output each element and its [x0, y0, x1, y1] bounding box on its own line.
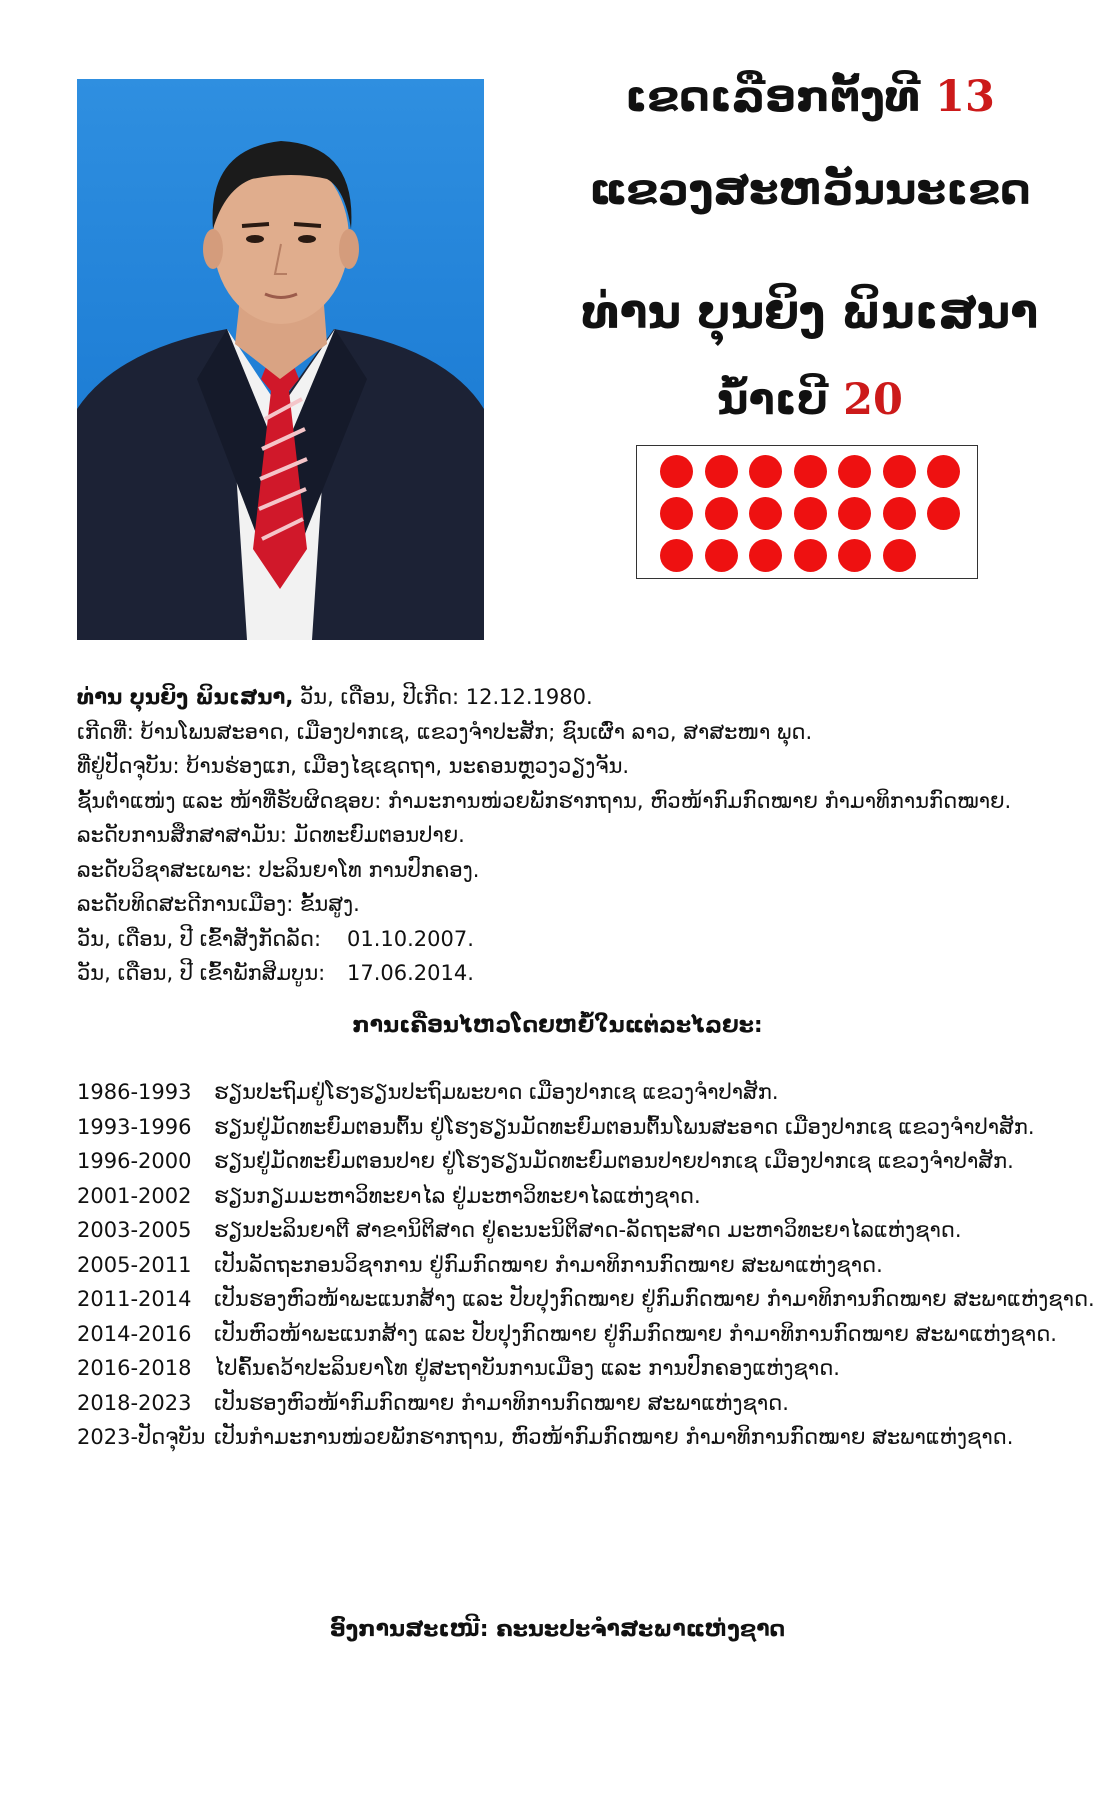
timeline-years: 2023-ປັດຈຸບັນ	[77, 1425, 206, 1449]
bio-general-education: ລະດັບການສຶກສາສາມັນ: ມັດທະຍົມຕອນປາຍ.	[77, 823, 465, 847]
bio-political-theory: ລະດັບທິດສະດີການເມືອງ: ຂັ້ນສູງ.	[77, 892, 360, 916]
timeline-years: 1986-1993	[77, 1080, 192, 1104]
timeline-description: ຮຽນຢູ່ມັດທະຍົມຕອນຕົ້ນ ຢູ່ໂຮງຮຽນມັດທະຍົມຕອນຕົ້ນໂພນສະອາດ ເມືອງປາກເຊ ແຂວງຈໍາປາສັກ.	[214, 1114, 1035, 1139]
timeline-years: 1993-1996	[77, 1114, 192, 1139]
bio-dob: ວັນ, ເດືອນ, ປີເກີດ: 12.12.1980.	[293, 685, 593, 709]
bio-line-name-dob	[77, 680, 1077, 715]
timeline-years: 2003-2005	[77, 1218, 192, 1242]
timeline-description: ເປັນກໍາມະການໜ່ວຍພັກຮາກຖານ, ຫົວໜ້າກົມກົດໝາຍ ກໍາມາທິການກົດໝາຍ ສະພາແຫ່ງຊາດ.	[214, 1425, 1014, 1449]
constituency-label: ເຂດເລືອກຕັ້ງທີ	[625, 72, 921, 122]
ballot-dot	[749, 497, 782, 530]
timeline-row	[77, 1075, 1097, 1110]
bio-party-value: 17.06.2014.	[347, 961, 474, 985]
ballot-dot	[749, 455, 782, 488]
timeline-row	[77, 1282, 1097, 1317]
timeline-years: 2014-2016	[77, 1321, 192, 1346]
ballot-dot	[749, 539, 782, 572]
bio-name: ທ່ານ ບຸນຍິງ ພິນເສນາ,	[77, 685, 294, 709]
timeline-years: 2001-2002	[77, 1183, 192, 1208]
timeline-row	[77, 1386, 1097, 1421]
ballot-dot	[838, 497, 871, 530]
career-timeline	[77, 1075, 1097, 1455]
timeline-years: 1996-2000	[77, 1149, 192, 1173]
timeline-years: 2018-2023	[77, 1390, 192, 1415]
ballot-dot	[705, 539, 738, 572]
ballot-dot	[883, 497, 916, 530]
bio-specialization: ລະດັບວິຊາສະເພາະ: ປະລິນຍາໂທ ການປົກຄອງ.	[77, 857, 480, 882]
constituency-heading	[560, 72, 1060, 122]
timeline-description: ຮຽນປະລິນຍາຕີ ສາຂານິຕິສາດ ຢູ່ຄະນະນິຕິສາດ-ລັດຖະສາດ ມະຫາວິທະຍາໄລແຫ່ງຊາດ.	[214, 1218, 962, 1242]
ballot-dot	[705, 455, 738, 488]
ballot-dot	[838, 539, 871, 572]
province-heading: ແຂວງສະຫວັນນະເຂດ	[589, 165, 1031, 215]
bio-civil-service-label: ວັນ, ເດືອນ, ປີ ເຂົ້າສັງກັດລັດ:	[77, 926, 322, 951]
ballot-dot	[838, 455, 871, 488]
timeline-row	[77, 1144, 1097, 1179]
candidate-name-heading: ທ່ານ ບຸນຍິງ ພິນເສນາ	[581, 285, 1039, 339]
timeline-row	[77, 1351, 1097, 1386]
candidate-photo	[77, 79, 484, 640]
timeline-row	[77, 1420, 1097, 1455]
ballot-dot	[794, 539, 827, 572]
ballot-dot	[660, 539, 693, 572]
timeline-description: ຮຽນຢູ່ມັດທະຍົມຕອນປາຍ ຢູ່ໂຮງຮຽນມັດທະຍົມຕອນປາຍປາກເຊ ເມືອງປາກເຊ ແຂວງຈໍາປາສັກ.	[214, 1149, 1014, 1173]
timeline-description: ເປັນຮອງຫົວໜ້າພະແນກສ້າງ ແລະ ປັບປຸງກົດໝາຍ ຢູ່ກົມກົດໝາຍ ກໍາມາທິການກົດໝາຍ ສະພາແຫ່ງຊາດ.	[214, 1287, 1095, 1311]
bio-party-label: ວັນ, ເດືອນ, ປີ ເຂົ້າພັກສິມບູນ:	[77, 961, 326, 985]
ballot-dot	[883, 539, 916, 572]
timeline-row	[77, 1248, 1097, 1283]
bio-civil-service-value: 01.10.2007.	[347, 926, 474, 951]
timeline-years: 2011-2014	[77, 1287, 192, 1311]
ballot-dot	[794, 455, 827, 488]
ballot-dot	[660, 455, 693, 488]
nominating-body: ອົງການສະເໜີ: ຄະນະປະຈໍາສະພາແຫ່ງຊາດ	[329, 1617, 786, 1642]
ballot-dot	[927, 497, 960, 530]
constituency-number: 13	[935, 72, 995, 122]
bio-civil-service-date	[77, 922, 1077, 957]
ballot-dots-box	[636, 445, 978, 579]
timeline-description: ໄປຄົ້ນຄວ້າປະລິນຍາໂທ ຢູ່ສະຖາບັນການເມືອງ ແລະ ການປົກຄອງແຫ່ງຊາດ.	[214, 1356, 840, 1380]
timeline-description: ເປັນຮອງຫົວໜ້າກົມກົດໝາຍ ກໍາມາທິການກົດໝາຍ ສະພາແຫ່ງຊາດ.	[214, 1390, 789, 1415]
ballot-dot	[705, 497, 738, 530]
ballot-dot	[660, 497, 693, 530]
ballot-number-value: 20	[843, 375, 903, 425]
ballot-dot	[883, 455, 916, 488]
timeline-title: ການເຄື່ອນໄຫວໂດຍຫຍໍ້ໃນແຕ່ລະໄລຍະ:	[352, 1013, 763, 1038]
ballot-number-label: ນໍ້າເບີ	[717, 375, 829, 425]
ballot-dot	[794, 497, 827, 530]
timeline-row	[77, 1179, 1097, 1214]
candidate-portrait-illustration	[77, 79, 484, 640]
timeline-description: ຮຽນປະຖົມຢູ່ໂຮງຮຽນປະຖົມພະບາດ ເມືອງປາກເຊ ແຂວງຈໍາປາສັກ.	[214, 1080, 779, 1104]
ballot-dot	[927, 455, 960, 488]
timeline-description: ຮຽນກຽມມະຫາວິທະຍາໄລ ຢູ່ມະຫາວິທະຍາໄລແຫ່ງຊາດ.	[214, 1183, 701, 1208]
timeline-row	[77, 1317, 1097, 1352]
biography	[77, 680, 1077, 991]
timeline-description: ເປັນລັດຖະກອນວິຊາການ ຢູ່ກົມກົດໝາຍ ກໍາມາທິການກົດໝາຍ ສະພາແຫ່ງຊາດ.	[214, 1252, 883, 1277]
bio-party-date	[77, 956, 1077, 991]
timeline-row	[77, 1110, 1097, 1145]
ballot-number-heading	[560, 375, 1060, 425]
timeline-description: ເປັນຫົວໜ້າພະແນກສ້າງ ແລະ ປັບປຸງກົດໝາຍ ຢູ່ກົມກົດໝາຍ ກໍາມາທິການກົດໝາຍ ສະພາແຫ່ງຊາດ.	[214, 1321, 1057, 1346]
timeline-row	[77, 1213, 1097, 1248]
timeline-years: 2005-2011	[77, 1252, 192, 1277]
timeline-years: 2016-2018	[77, 1356, 192, 1380]
bio-position: ຊັ້ນຕໍາແໜ່ງ ແລະ ໜ້າທີ່ຮັບຜິດຊອບ: ກໍາມະການໜ່ວຍພັກຮາກຖານ, ຫົວໜ້າກົມກົດໝາຍ ກໍາມາທິການກົດໝາຍ.	[77, 788, 1012, 813]
bio-birthplace: ເກີດທີ່: ບ້ານໂພນສະອາດ, ເມືອງປາກເຊ, ແຂວງຈໍາປະສັກ; ຊົນເຜົ່າ ລາວ, ສາສະໜາ ພຸດ.	[77, 719, 813, 744]
bio-address: ທີ່ຢູ່ປັດຈຸບັນ: ບ້ານຮ່ອງແກ, ເມືອງໄຊເຊດຖາ, ນະຄອນຫຼວງວຽງຈັນ.	[77, 754, 630, 778]
